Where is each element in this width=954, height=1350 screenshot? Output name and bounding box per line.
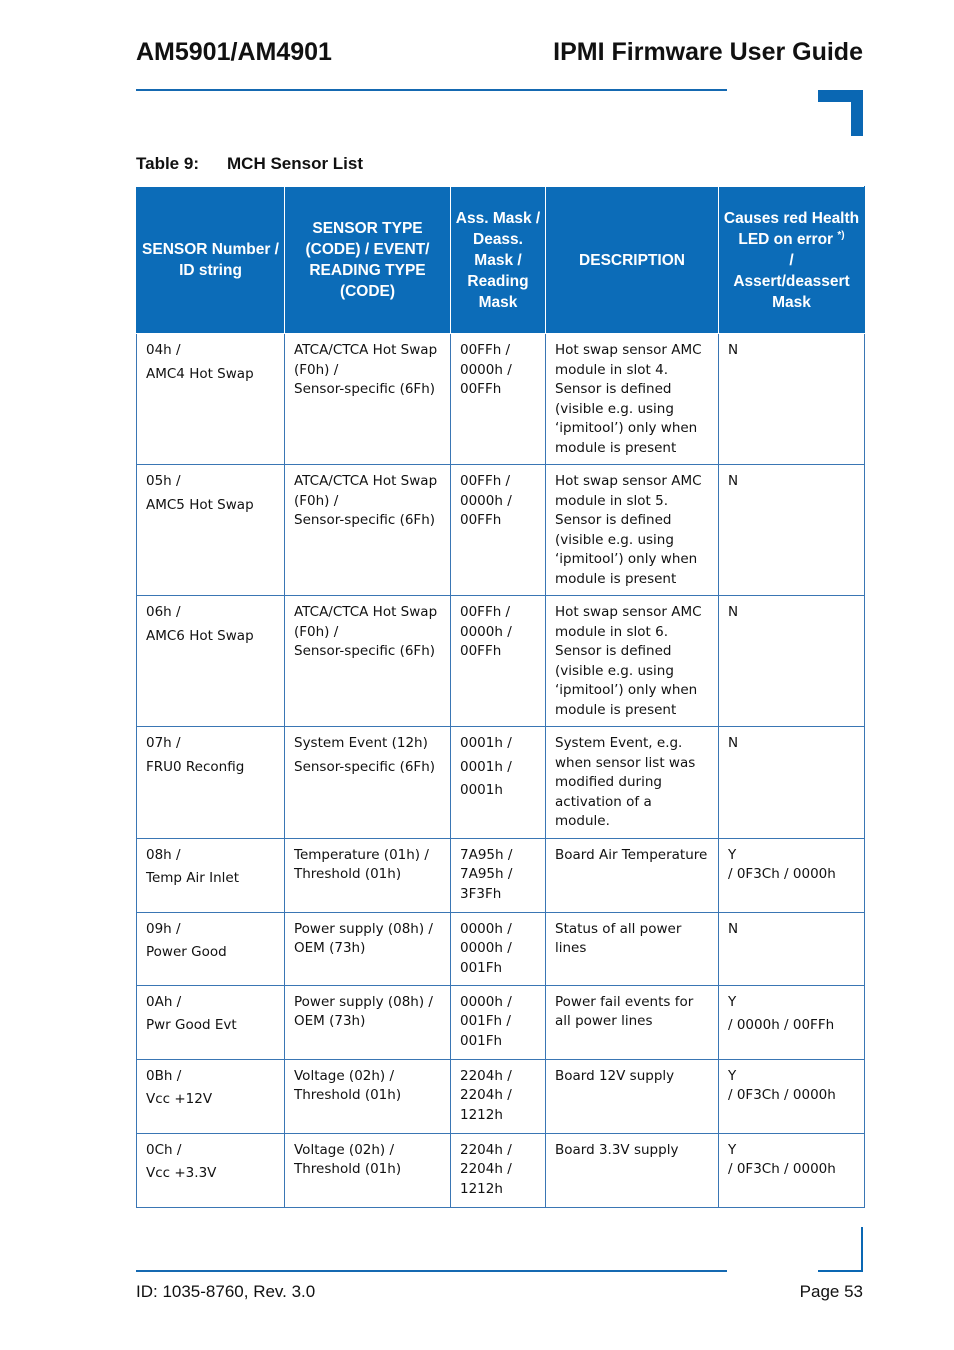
- cell-line: / 0F3Ch / 0000h: [728, 1087, 836, 1103]
- table-caption: [136, 154, 363, 174]
- cell-line: 06h /: [146, 604, 181, 620]
- cell-line: N: [728, 604, 739, 620]
- column-header: [137, 187, 285, 334]
- cell-line: Temp Air Inlet: [146, 870, 239, 886]
- sensor-type-cell: [285, 465, 451, 596]
- cell-line: N: [728, 473, 739, 489]
- sensor-type-cell: [285, 334, 451, 465]
- cell-line: Voltage (02h) /: [294, 1067, 395, 1084]
- cell-line: 7A95h /: [460, 866, 513, 882]
- cell-line: 001Fh /: [460, 1013, 511, 1029]
- cell-line: 2204h /: [460, 1067, 512, 1084]
- table-row: [137, 1133, 865, 1207]
- cell-line: (F0h) /: [294, 361, 339, 378]
- table-row: [137, 727, 865, 839]
- document-guide-title: IPMI Firmware User Guide: [553, 38, 863, 66]
- cell-line: Power Good: [146, 944, 227, 960]
- column-header-line: Ass. Mask /: [455, 209, 541, 227]
- sensor-cell: [137, 1133, 285, 1207]
- mch-sensor-table: [136, 186, 865, 1208]
- table-row: [137, 334, 865, 465]
- cell-line: Sensor-specific (6Fh): [294, 512, 436, 528]
- cell-line: 1212h: [460, 1106, 503, 1123]
- description-cell: Board 3.3V supply: [546, 1133, 719, 1207]
- cell-line: ATCA/CTCA Hot Swap: [294, 342, 438, 358]
- cell-line: Sensor-specific (6Fh): [294, 381, 436, 397]
- sensor-type-cell: [285, 596, 451, 727]
- cell-line: Y: [728, 1067, 737, 1084]
- cell-line: 00FFh /: [460, 473, 511, 489]
- cell-line: N: [728, 342, 739, 358]
- cell-line: N: [728, 920, 739, 937]
- cell-line: 00FFh: [460, 643, 502, 659]
- cell-line: 2204h /: [460, 1087, 512, 1103]
- cell-line: Vcc +3.3V: [146, 1165, 217, 1181]
- mask-cell: [451, 1059, 546, 1133]
- cell-line: 09h /: [146, 920, 181, 937]
- cell-line: Voltage (02h) /: [294, 1141, 395, 1158]
- sensor-type-cell: [285, 1059, 451, 1133]
- cell-line: 001Fh: [460, 1032, 503, 1049]
- cell-line: 0Ah /: [146, 993, 182, 1010]
- footer-rule: [136, 1270, 727, 1272]
- column-header-line: Mask /: [474, 251, 522, 269]
- health-led-cell: [719, 1059, 865, 1133]
- health-led-cell: [719, 334, 865, 465]
- column-header-line: Causes red Health: [723, 209, 860, 227]
- cell-line: (F0h) /: [294, 492, 339, 509]
- sensor-type-cell: [285, 985, 451, 1059]
- cell-line: Y: [728, 993, 737, 1010]
- cell-line: 00FFh: [460, 381, 502, 397]
- column-header-line: Mask: [478, 293, 518, 311]
- footnote-marker: *): [837, 229, 845, 241]
- document-product-title: AM5901/AM4901: [136, 38, 332, 66]
- sensor-cell: [137, 838, 285, 912]
- sensor-cell: [137, 596, 285, 727]
- mask-cell: [451, 465, 546, 596]
- cell-line: 3F3Fh: [460, 885, 502, 902]
- health-led-cell: [719, 727, 865, 839]
- column-header-line: READING TYPE: [309, 262, 426, 279]
- table-row: [137, 838, 865, 912]
- column-header: [719, 187, 865, 334]
- document-id: ID: 1035-8760, Rev. 3.0: [136, 1282, 316, 1301]
- mask-cell: [451, 912, 546, 985]
- cell-line: AMC4 Hot Swap: [146, 365, 254, 382]
- health-led-cell: [719, 912, 865, 985]
- sensor-cell: [137, 1059, 285, 1133]
- mask-cell: [451, 334, 546, 465]
- cell-line: Power supply (08h) /: [294, 993, 433, 1010]
- cell-line: ATCA/CTCA Hot Swap: [294, 473, 438, 489]
- column-header-line: /: [789, 251, 794, 269]
- description-cell: Hot swap sensor AMC module in slot 5. Sensor is defined (visible e.g. using ‘ipmitool’) only when module is present: [546, 465, 719, 596]
- health-led-cell: [719, 1133, 865, 1207]
- cell-line: 0001h /: [460, 758, 512, 775]
- mask-cell: [451, 596, 546, 727]
- health-led-cell: [719, 985, 865, 1059]
- cell-line: 04h /: [146, 342, 181, 358]
- corner-mark-top-icon: [818, 90, 863, 136]
- sensor-type-cell: [285, 727, 451, 839]
- cell-line: OEM (73h): [294, 940, 366, 956]
- page-number: Page 53: [799, 1282, 863, 1301]
- sensor-type-cell: [285, 912, 451, 985]
- cell-line: FRU0 Reconfig: [146, 758, 245, 775]
- table-header-row: [137, 187, 865, 334]
- column-header-line: Mask: [772, 293, 811, 311]
- column-header-line: SENSOR TYPE: [312, 220, 423, 237]
- cell-line: (F0h) /: [294, 623, 339, 640]
- cell-line: / 0F3Ch / 0000h: [728, 866, 836, 882]
- health-led-cell: [719, 596, 865, 727]
- cell-line: 1212h: [460, 1180, 503, 1197]
- sensor-cell: [137, 985, 285, 1059]
- table-row: [137, 912, 865, 985]
- column-header-line: Assert/deassert: [733, 272, 850, 290]
- cell-line: AMC5 Hot Swap: [146, 496, 254, 513]
- cell-line: Temperature (01h) /: [294, 846, 429, 863]
- cell-line: 0Bh /: [146, 1067, 182, 1084]
- cell-line: Sensor-specific (6Fh): [294, 643, 436, 659]
- sensor-cell: [137, 465, 285, 596]
- table-caption-number: Table 9:: [136, 154, 199, 173]
- column-header: [546, 187, 719, 334]
- cell-line: AMC6 Hot Swap: [146, 627, 254, 644]
- cell-line: 2204h /: [460, 1141, 512, 1158]
- cell-line: / 0000h / 00FFh: [728, 1017, 835, 1033]
- mask-cell: [451, 1133, 546, 1207]
- column-header: [451, 187, 546, 334]
- cell-line: OEM (73h): [294, 1013, 366, 1029]
- cell-line: 0000h /: [460, 920, 512, 937]
- cell-line: Pwr Good Evt: [146, 1017, 237, 1033]
- description-cell: Power fail events for all power lines: [546, 985, 719, 1059]
- cell-line: 0000h /: [460, 623, 512, 640]
- table-row: [137, 1059, 865, 1133]
- cell-line: 7A95h /: [460, 846, 513, 863]
- cell-line: Threshold (01h): [294, 1161, 402, 1177]
- cell-line: System Event (12h): [294, 735, 428, 751]
- mask-cell: [451, 727, 546, 839]
- cell-line: 0000h /: [460, 993, 512, 1010]
- description-cell: System Event, e.g. when sensor list was modified during activation of a module.: [546, 727, 719, 839]
- column-header-line: ID string: [179, 262, 242, 279]
- health-led-cell: [719, 838, 865, 912]
- mask-cell: [451, 985, 546, 1059]
- column-header-line: SENSOR Number /: [142, 241, 279, 258]
- cell-line: Y: [728, 1141, 737, 1158]
- table-row: [137, 465, 865, 596]
- description-cell: Status of all power lines: [546, 912, 719, 985]
- cell-line: 0Ch /: [146, 1141, 182, 1158]
- column-header-line: Deass.: [473, 230, 523, 248]
- header-rule: [136, 89, 727, 91]
- cell-line: 0000h /: [460, 940, 512, 956]
- corner-mark-bottom-icon: [818, 1227, 863, 1272]
- description-cell: Hot swap sensor AMC module in slot 4. Sensor is defined (visible e.g. using ‘ipmitool’) only when module is present: [546, 334, 719, 465]
- cell-line: 2204h /: [460, 1161, 512, 1177]
- column-header-line: DESCRIPTION: [579, 251, 685, 269]
- cell-line: 08h /: [146, 846, 181, 863]
- table-row: [137, 985, 865, 1059]
- table-caption-title: MCH Sensor List: [227, 154, 364, 173]
- column-header-line: LED on error: [738, 230, 834, 248]
- column-header-line: (CODE): [339, 283, 396, 300]
- cell-line: ATCA/CTCA Hot Swap: [294, 604, 438, 620]
- cell-line: Sensor-specific (6Fh): [294, 758, 436, 775]
- description-cell: Hot swap sensor AMC module in slot 6. Sensor is defined (visible e.g. using ‘ipmitool’) only when module is present: [546, 596, 719, 727]
- column-header-line: (CODE) / EVENT/: [305, 241, 430, 258]
- cell-line: 07h /: [146, 735, 181, 751]
- description-cell: Board Air Temperature: [546, 838, 719, 912]
- sensor-cell: [137, 334, 285, 465]
- cell-line: Vcc +12V: [146, 1091, 213, 1107]
- mask-cell: [451, 838, 546, 912]
- cell-line: / 0F3Ch / 0000h: [728, 1161, 836, 1177]
- cell-line: Power supply (08h) /: [294, 920, 433, 937]
- description-cell: Board 12V supply: [546, 1059, 719, 1133]
- sensor-type-cell: [285, 838, 451, 912]
- sensor-cell: [137, 912, 285, 985]
- table-row: [137, 596, 865, 727]
- cell-line: N: [728, 735, 739, 751]
- sensor-cell: [137, 727, 285, 839]
- cell-line: Threshold (01h): [294, 1087, 402, 1103]
- cell-line: 0000h /: [460, 492, 512, 509]
- cell-line: 00FFh: [460, 512, 502, 528]
- cell-line: 05h /: [146, 473, 181, 489]
- cell-line: 0000h /: [460, 361, 512, 378]
- cell-line: 001Fh: [460, 959, 503, 976]
- cell-line: 0001h: [460, 782, 503, 798]
- cell-line: Threshold (01h): [294, 866, 402, 882]
- cell-line: Y: [728, 846, 737, 863]
- sensor-type-cell: [285, 1133, 451, 1207]
- column-header-line: Reading: [467, 272, 529, 290]
- health-led-cell: [719, 465, 865, 596]
- cell-line: 00FFh /: [460, 342, 511, 358]
- column-header: [285, 187, 451, 334]
- cell-line: 00FFh /: [460, 604, 511, 620]
- cell-line: 0001h /: [460, 735, 512, 751]
